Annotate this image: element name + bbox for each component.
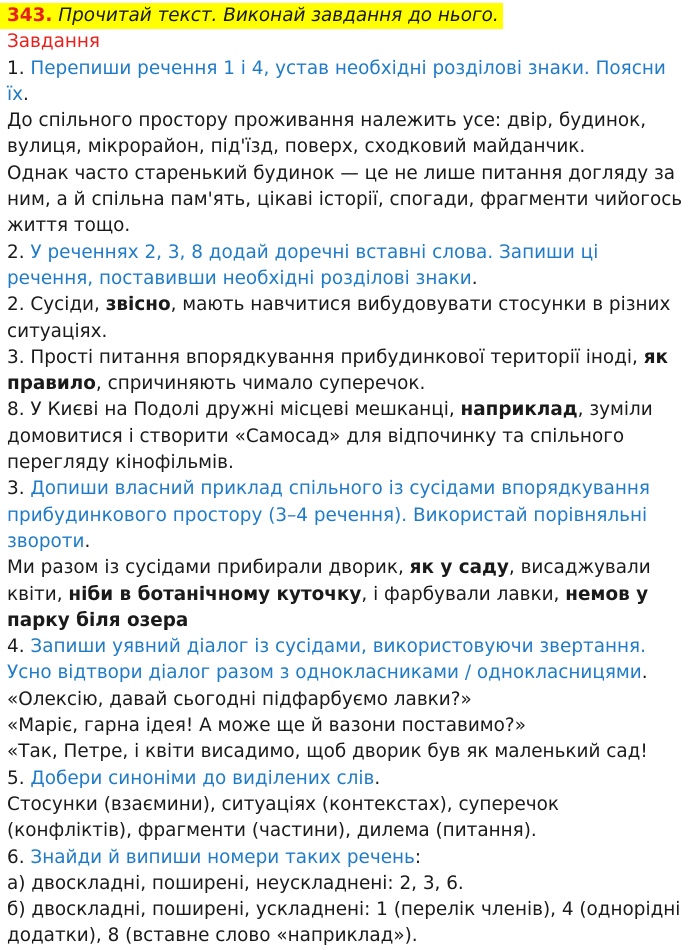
text-line (7, 845, 682, 871)
task-text: Добери синоніми до виділених слів (30, 767, 375, 789)
text-line (7, 608, 682, 634)
answer-text: . (471, 267, 478, 289)
highlighted-word: правило (7, 373, 96, 395)
text-line (7, 582, 682, 608)
answer-text: , спричиняють чимало суперечок. (95, 373, 426, 395)
text-line (7, 792, 682, 818)
text-line (7, 213, 682, 239)
text-line (7, 634, 682, 660)
text-line (7, 818, 682, 844)
text-line (7, 897, 682, 923)
task-text: прибудинкового простору (3–4 речення). Використай порівняльні (7, 504, 648, 526)
answer-text: . (84, 530, 91, 552)
task-text: звороти (7, 530, 85, 552)
text-line (7, 56, 682, 82)
exercise-number: 343. (7, 5, 53, 26)
answer-text: б) двоскладні, поширені, ускладнені: 1 (перелік членів), 4 (однорідні (7, 899, 681, 921)
highlighted-word: немов у (565, 583, 649, 605)
task-text: Перепиши речення 1 і 4, устав необхідні розділові знаки. Поясни (30, 57, 666, 79)
answer-text: «Маріє, гарна ідея! А може ще й вазони поставимо?» (7, 715, 526, 737)
text-line (7, 871, 682, 897)
answer-text: , мають навчитися вибудовувати стосунки в різних (170, 294, 671, 316)
answer-text: вулиця, мікрорайон, під'їзд, поверх, сходковий майданчик. (7, 136, 586, 158)
task-text: У реченнях 2, 3, 8 додай доречні вставні слова. Запиши ці (30, 241, 599, 263)
answer-text: 2. Сусіди, (7, 294, 106, 316)
text-line (7, 687, 682, 713)
highlighted-word: ніби в ботанічному куточку (68, 583, 362, 605)
exercise-document (7, 3, 682, 950)
answer-text: , і фарбували лавки, (361, 583, 566, 605)
answer-text: , висаджували (508, 557, 651, 579)
task-text: Усно відтвори діалог разом з однокласниками / однокласницями (7, 662, 642, 684)
text-line (7, 397, 682, 423)
answer-text: «Так, Петре, і квіти висадимо, щоб дворик був як маленький сад! (7, 741, 648, 763)
task-text: їх (7, 83, 23, 105)
answer-text: перегляду кінофільмів. (7, 452, 234, 474)
answer-text: 3. Прості питання впорядкування прибудинкової території іноді, (7, 346, 644, 368)
highlighted-word: як у саду (409, 557, 509, 579)
answer-text: додатки), 8 (вставне слово «наприклад»). (7, 925, 418, 947)
section-label: Завдання (7, 31, 100, 53)
answer-text: квіти, (7, 583, 69, 605)
answer-text: ним, а й спільна пам'ять, цікаві історії, спогади, фрагменти чийогось (7, 189, 683, 211)
answer-text: , зуміли (577, 399, 653, 421)
text-line (7, 161, 682, 187)
answer-text: . (641, 662, 648, 684)
exercise-instruction: Прочитай текст. Виконай завдання до нього. (58, 5, 499, 26)
highlighted-word: як (643, 346, 668, 368)
answer-text: 3. (7, 478, 31, 500)
text-line (7, 108, 682, 134)
text-line (7, 503, 682, 529)
answer-text: (конфліктів), фрагменти (частини), дилема (питання). (7, 820, 537, 842)
answer-text: 5. (7, 767, 31, 789)
answer-text: Стосунки (взаємини), ситуаціях (контекстах), суперечок (7, 793, 559, 815)
answer-text: домовитися і створити «Самосад» для відпочинку та спільного (7, 425, 625, 447)
text-line (7, 450, 682, 476)
answer-text: життя тощо. (7, 215, 131, 237)
text-line (7, 739, 682, 765)
text-line (7, 713, 682, 739)
task-text: речення, поставивши необхідні розділові знаки (7, 267, 472, 289)
text-line (7, 529, 682, 555)
text-line (7, 476, 682, 502)
text-line (7, 266, 682, 292)
text-line (7, 82, 682, 108)
task-text: Знайди й випиши номери таких речень (30, 846, 415, 868)
text-line (7, 187, 682, 213)
answer-text: а) двоскладні, поширені, неускладнені: 2, 3, 6. (7, 872, 464, 894)
text-line (7, 240, 682, 266)
text-line (7, 371, 682, 397)
exercise-body (7, 56, 682, 950)
text-line (7, 923, 682, 949)
highlighted-word: наприклад (460, 399, 578, 421)
text-line (7, 766, 682, 792)
text-line (7, 660, 682, 686)
exercise-title-highlight (0, 3, 503, 29)
text-line (7, 555, 682, 581)
text-line (7, 134, 682, 160)
task-text: Запиши уявний діалог із сусідами, використовуючи звертання. (30, 636, 646, 658)
text-line (7, 319, 682, 345)
answer-text: 4. (7, 636, 31, 658)
answer-text: : (414, 846, 422, 868)
answer-text: . (374, 767, 381, 789)
answer-text: . (23, 83, 29, 105)
answer-text: «Олексію, давай сьогодні підфарбуємо лавки?» (7, 688, 472, 710)
text-line (7, 292, 682, 318)
answer-text: 1. (7, 57, 31, 79)
answer-text: 8. У Києві на Подолі дружні місцеві мешканці, (7, 399, 461, 421)
task-text: Допиши власний приклад спільного із сусідами впорядкування (30, 478, 650, 500)
answer-text: Однак часто старенький будинок — це не лише питання догляду за (7, 162, 676, 184)
answer-text: ситуаціях. (7, 320, 108, 342)
highlighted-word: парку біля озера (7, 609, 189, 631)
answer-text: 6. (7, 846, 31, 868)
answer-text: 2. (7, 241, 31, 263)
exercise-header (7, 3, 682, 29)
answer-text: До спільного простору проживання належить усе: двір, будинок, (7, 110, 647, 132)
highlighted-word: звісно (105, 294, 171, 316)
answer-text: Ми разом із сусідами прибирали дворик, (7, 557, 410, 579)
text-line (7, 345, 682, 371)
text-line (7, 424, 682, 450)
